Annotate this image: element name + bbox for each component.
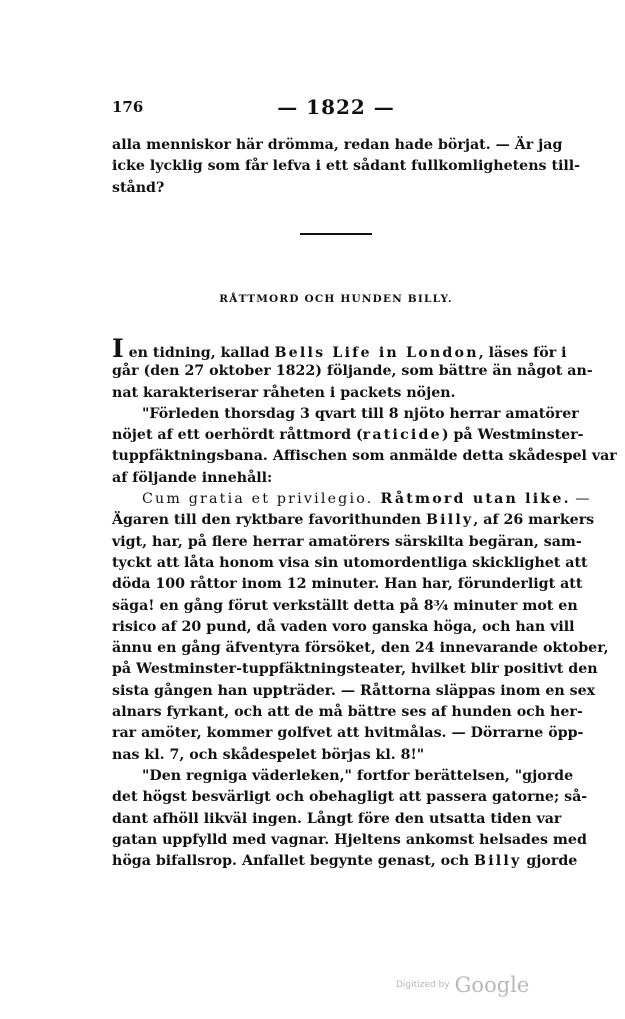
page-header	[112, 95, 560, 122]
running-title: — 1822 —	[277, 95, 395, 119]
text-line: Cum gratia et privilegio. Råtmord utan like. —	[142, 491, 590, 508]
text-line: säga! en gång förut verkställt detta på 8¾ minuter mot en	[112, 597, 578, 614]
text-line: tuppfäktningsbana. Affischen som anmälde detta skådespel var	[112, 448, 617, 465]
text-line: Ägaren till den ryktbare favorithunden Billy, af 26 markers	[112, 512, 595, 529]
drop-cap: I	[112, 334, 124, 363]
text-line: risico af 20 pund, då vaden voro ganska höga, och han vill	[112, 618, 575, 635]
text-line: vigt, har, på flere herrar amatörers särskilta begäran, sam-	[112, 533, 582, 550]
text-line: I en tidning, kallad Bells Life in London, läses för i	[112, 334, 567, 363]
text-line: sista gången han uppträder. — Råttorna släppas inom en sex	[112, 682, 596, 699]
text-line: ännu en gång äfventyra försöket, den 24 innevarande oktober,	[112, 640, 609, 657]
text-line: "Den regniga väderleken," fortfor berättelsen, "gjorde	[142, 767, 574, 784]
text-line: nöjet af ett oerhördt råttmord (raticide) på Westminster-	[112, 427, 584, 444]
text-line: nat karakteriserar råheten i packets nöjen.	[112, 384, 456, 401]
text-line: "Förleden thorsdag 3 qvart till 8 njöto herrar amatörer	[142, 405, 579, 422]
text-line: alla menniskor här drömma, redan hade börjat. — Är jag	[112, 137, 563, 153]
text-line: rar amöter, kommer golfvet att hvitmålas. — Dörrarne öpp-	[112, 725, 584, 742]
digitized-by-label: Digitized by	[396, 980, 450, 990]
text-line: alnars fyrkant, och att de må bättre ses af hunden och her-	[112, 704, 583, 721]
text-line: döda 100 råttor inom 12 minuter. Han har, förunderligt att	[112, 576, 583, 593]
text-line: dant afhöll likväl ingen. Långt före den utsatta tiden var	[112, 810, 562, 827]
text-line: af följande innehåll:	[112, 469, 273, 486]
dog-name: Billy	[474, 853, 522, 870]
text-line: icke lycklig som får lefva i ett sådant fullkomlighetens till-	[112, 158, 581, 175]
text-line: gatan uppfylld med vagnar. Hjeltens ankomst helsades med	[112, 831, 587, 848]
newspaper-name: Bells Life in London	[274, 345, 479, 361]
poster-headline: Råtmord utan like.	[373, 491, 571, 508]
page-number: 176	[112, 98, 144, 116]
text-line: på Westminster-tuppfäktningsteater, hvilket blir positivt den	[112, 661, 598, 678]
section-title: RÅTTMORD OCH HUNDEN BILLY.	[219, 293, 453, 305]
section-divider	[300, 233, 372, 235]
emphasis-word: raticide	[362, 427, 442, 444]
google-logo: Google	[454, 973, 530, 997]
text-line: stånd?	[112, 179, 165, 196]
text-line: tyckt att låta honom visa sin utomordentliga skicklighet att	[112, 554, 588, 571]
dog-name: Billy	[425, 512, 474, 529]
text-line: går (den 27 oktober 1822) följande, som bättre än något an-	[112, 363, 593, 380]
text-line: nas kl. 7, och skådespelet börjas kl. 8!"	[112, 746, 425, 763]
digitized-watermark	[396, 973, 529, 997]
top-paragraph	[112, 135, 581, 199]
text-line: höga bifallsrop. Anfallet begynte genast, och Billy gjorde	[112, 853, 578, 870]
text-line: det högst besvärligt och obehagligt att passera gatorne; så-	[112, 789, 588, 806]
article-body	[112, 334, 617, 872]
latin-phrase: Cum gratia et privilegio.	[142, 491, 374, 508]
